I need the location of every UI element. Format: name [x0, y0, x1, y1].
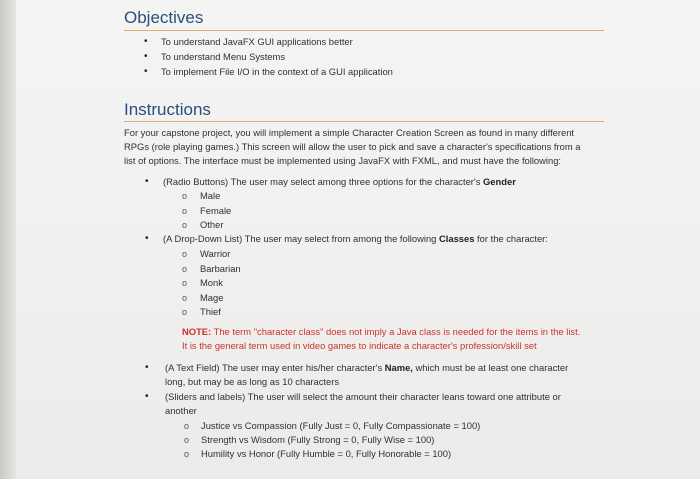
sub-bullet-icon: o — [182, 307, 188, 317]
sub-bullet-icon: o — [184, 449, 190, 459]
note-line: It is the general term used in video games to indicate a character's profession/skill set — [182, 340, 537, 351]
bullet-icon: • — [145, 362, 149, 373]
radio-requirement: (Radio Buttons) The user may select among three options for the character's Gender — [163, 176, 516, 187]
sliders-requirement: (Sliders and labels) The user will select the amount their character leans toward one attribute or — [165, 391, 561, 402]
class-option: Thief — [200, 306, 221, 317]
bullet-icon: • — [145, 176, 149, 187]
class-option: Mage — [200, 292, 224, 303]
intro-line: list of options. The interface must be implemented using JavaFX with FXML, and must have the following: — [124, 155, 562, 166]
note-line: NOTE: The term "character class" does not imply a Java class is needed for the items in the list. — [182, 326, 581, 337]
textfield-requirement: (A Text Field) The user may enter his/her character's Name, which must be at least one character — [165, 362, 569, 373]
instructions-heading: Instructions — [124, 100, 211, 119]
bullet-icon: • — [144, 51, 148, 62]
slider-attribute: Strength vs Wisdom (Fully Strong = 0, Fully Wise = 100) — [201, 434, 435, 445]
sub-bullet-icon: o — [182, 249, 188, 259]
bullet-icon: • — [145, 391, 149, 402]
slider-attribute: Justice vs Compassion (Fully Just = 0, Fully Compassionate = 100) — [201, 420, 481, 431]
objective-item: To understand Menu Systems — [161, 51, 286, 62]
sub-bullet-icon: o — [182, 191, 188, 201]
intro-line: For your capstone project, you will implement a simple Character Creation Screen as found in many different — [124, 127, 575, 138]
heading-underline — [124, 30, 604, 31]
class-option: Barbarian — [200, 263, 241, 274]
intro-line: RPGs (role playing games.) This screen will allow the user to pick and save a character's specifications from a — [124, 141, 581, 152]
gender-option: Male — [200, 190, 221, 201]
bullet-icon: • — [145, 233, 149, 244]
class-option: Warrior — [200, 248, 231, 259]
textfield-requirement-line2: long, but may be as long as 10 characters — [165, 376, 340, 387]
bullet-icon: • — [144, 36, 148, 47]
gender-option: Female — [200, 205, 232, 216]
sub-bullet-icon: o — [182, 220, 188, 230]
objectives-heading: Objectives — [124, 8, 204, 27]
bullet-icon: • — [144, 66, 148, 77]
sliders-requirement-line2: another — [165, 405, 197, 416]
gender-option: Other — [200, 219, 224, 230]
sub-bullet-icon: o — [184, 421, 190, 431]
heading-underline — [124, 121, 604, 122]
objective-item: To implement File I/O in the context of a GUI application — [161, 66, 393, 77]
sub-bullet-icon: o — [182, 206, 188, 216]
sub-bullet-icon: o — [182, 264, 188, 274]
objective-item: To understand JavaFX GUI applications better — [161, 36, 353, 47]
sub-bullet-icon: o — [182, 293, 188, 303]
sub-bullet-icon: o — [182, 278, 188, 288]
page-edge-shadow — [0, 0, 16, 479]
sub-bullet-icon: o — [184, 435, 190, 445]
slider-attribute: Humility vs Honor (Fully Humble = 0, Fully Honorable = 100) — [201, 448, 452, 459]
dropdown-requirement: (A Drop-Down List) The user may select from among the following Classes for the character: — [163, 233, 548, 244]
class-option: Monk — [200, 277, 223, 288]
